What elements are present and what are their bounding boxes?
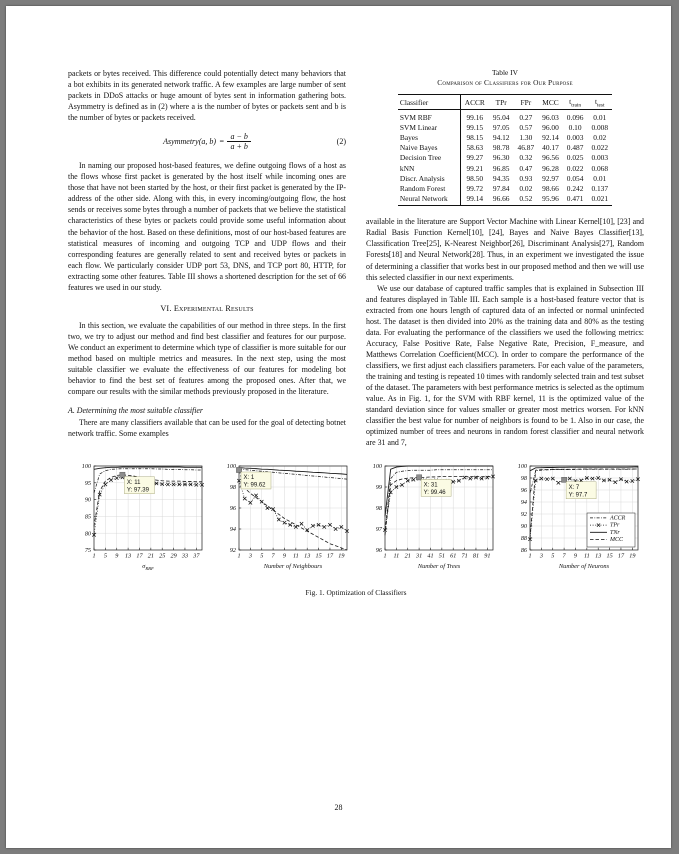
x-tick-label: 1 [528,552,532,560]
table-header [398,95,612,110]
y-tick-label: 95 [84,480,91,488]
table-body [398,110,612,206]
cell-mcc: 96.03 [542,112,559,122]
subsection-heading: A. Determining the most suitable classifier [68,406,204,416]
cell-accr: 99.14 [460,194,489,206]
cell-ttest: 0.022 [591,143,609,153]
x-tick-label: 11 [583,552,590,560]
column-header-accr: ACCR [460,95,489,110]
x-tick-label: 91 [483,552,491,560]
x-tick-label: 21 [404,552,411,560]
cell-accr: 98.15 [460,132,489,142]
equation-equals: = [219,137,225,147]
section-heading: VI. Experimental Results [160,303,254,313]
table-row [398,153,612,163]
x-tick-label: 1 [237,552,241,560]
cell-mcc: 92.97 [542,173,559,183]
cell-fpr: 0.93 [519,173,533,183]
datatip-y-value: Y: 97.39 [126,487,149,494]
y-tick-label: 98 [520,475,527,483]
y-tick-label: 92 [230,547,237,555]
y-tick-label: 100 [81,463,91,471]
table-title: Comparison of Classifiers for Our Purpose [437,78,573,87]
charts-row [68,456,644,584]
datatip-x-value: X: 7 [568,485,580,492]
chart-svg [504,456,644,584]
cell-tpr: 95.04 [492,112,510,122]
cell-ttest: 0.02 [593,133,607,143]
x-tick-label: 7 [562,552,566,560]
y-tick-label: 96 [520,487,527,495]
x-tick-label: 81 [472,552,479,560]
legend-label-tnr: TNr [609,530,620,537]
subscript-train: train [571,101,582,108]
datatip-y-value: Y: 97.7 [568,492,588,499]
equation-asymmetry [68,132,346,151]
cell-fpr: 46.87 [517,143,535,153]
cell-ttest: 0.01 [593,112,607,122]
left-column [68,68,346,448]
x-tick-label: 17 [136,552,143,560]
y-tick-label: 96 [375,547,382,555]
x-tick-label: 9 [115,552,119,560]
cell-mcc: 98.66 [542,183,559,193]
x-tick-label: 15 [315,552,323,560]
cell-accr: 99.16 [460,110,489,122]
column-header-fpr: FPr [514,95,539,110]
cell-classifier: Bayes [399,133,418,143]
x-tick-label: 1 [383,552,387,560]
figure-caption: Fig. 1. Optimization of Classifiers [305,588,407,598]
cell-ttest: 0.021 [587,194,612,206]
cell-accr: 99.72 [460,183,489,193]
cell-accr: 98.50 [460,173,489,183]
cell-classifier: Random Forest [399,183,446,193]
x-tick-label: 1 [92,552,96,560]
y-tick-label: 94 [230,526,237,534]
table-row [398,132,612,142]
table-row [398,183,612,193]
x-tick-label: 19 [338,552,345,560]
legend-label-tpr: TPr [609,523,620,530]
cell-fpr: 0.32 [519,153,533,163]
cell-accr: 99.21 [460,163,489,173]
table-row [398,173,612,183]
cell-classifier: kNN [399,163,415,173]
cell-tpr: 94.35 [492,173,510,183]
x-tick-label: 11 [393,552,399,560]
chart-number-of-neighbours [213,456,353,584]
cell-tpr: 97.84 [492,183,510,193]
x-tick-label: 33 [181,552,189,560]
x-tick-label: 41 [427,552,434,560]
cell-ttrain: 0.096 [566,112,584,122]
chart-svg [359,456,499,584]
cell-classifier: SVM Linear [399,122,438,132]
table-row [398,110,612,122]
cell-tpr: 96.85 [492,163,510,173]
column-header-mcc: MCC [538,95,563,110]
y-tick-label: 80 [84,530,91,538]
column-header-ttest: $t_{test}$ [587,95,612,110]
page-content [68,68,644,597]
cell-ttrain: 0.471 [563,194,588,206]
paragraph: In naming our proposed host-based features, we define outgoing flows of a host as the flows whose first packet is generated by the host itself while incoming ones are those that have not been started by the host, or their first packet is generated by the IP-address of the other side. Along with this, in every incoming/outgoing flow, the host sends or receives some bytes through a number of packets that we believe the statistical characteristics of these bytes or packets could provide some useful information about the behavior of the host. Based on these definitions, most of our host-based features are statistical measures of incoming and outgoing TCP and UDP flows and their corresponding features are generally related to sent and received bytes or packets in each flow. We particularly consider UDP port 53, DNS, and TCP port 80, HTTP, for extracting some other features. Table III shows a shortened description for the set of 66 features we used in our study. [68,161,346,292]
x-tick-label: 19 [629,552,636,560]
y-tick-label: 98 [375,505,382,513]
x-tick-label: 17 [327,552,334,560]
datatip-x-value: X: 31 [423,482,438,489]
y-tick-label: 100 [372,463,382,471]
equation-fraction [227,132,250,151]
x-tick-label: 5 [551,552,555,560]
cell-accr: 99.15 [460,122,489,132]
chart-svg [68,456,208,584]
document-page [6,6,671,848]
y-tick-label: 100 [227,463,237,471]
cell-accr: 99.27 [460,153,489,163]
x-axis-label: Number of Trees [417,563,460,571]
cell-tpr: 96.66 [489,194,514,206]
x-tick-label: 37 [193,552,200,560]
y-tick-label: 88 [520,535,527,543]
x-axis-label: $\sigma_{RBF}$ [142,563,154,572]
cell-accr: 58.63 [460,143,489,153]
cell-mcc: 96.00 [542,122,559,132]
x-tick-label: 13 [595,552,602,560]
cell-tpr: 97.05 [492,122,510,132]
y-tick-label: 94 [520,499,527,507]
table-row [398,194,612,206]
cell-ttrain: 0.022 [566,163,584,173]
datatip-x-value: X: 11 [126,480,141,487]
x-tick-label: 29 [170,552,177,560]
equation-name: Asymmetry(a, b) [163,137,217,147]
x-tick-label: 3 [539,552,543,560]
legend-label-accr: ACCR [609,515,626,522]
cell-ttest: 0.137 [591,183,609,193]
subscript-test: test [597,101,605,108]
cell-classifier: Neural Network [398,194,460,206]
equation-numerator: a − b [230,132,248,142]
paragraph: packets or bytes received. This difference could potentially detect many behaviors that a bot exhibits in its generated network traffic. A few examples are large number of sent packets in DDoS attacks or huge amount of bytes sent in information gathering bots. Asymmetry is defined as in (2) where a is the number of bytes or packets sent and b is the number of bytes or packets received. [68,69,346,123]
cell-fpr: 0.52 [514,194,539,206]
x-axis-label: Number of Neurons [558,563,610,571]
cell-fpr: 1.30 [519,133,533,143]
y-tick-label: 100 [517,463,527,471]
cell-ttrain: 0.487 [566,143,584,153]
x-tick-label: 21 [147,552,154,560]
two-column-layout [68,68,644,448]
cell-mcc: 96.28 [542,163,559,173]
table-row [398,143,612,153]
table-caption [366,68,644,88]
column-header-tpr: TPr [489,95,514,110]
cell-ttrain: 0.003 [566,133,584,143]
table-header-row [398,95,612,110]
x-tick-label: 13 [125,552,132,560]
y-tick-label: 90 [520,523,527,531]
chart-number-of-neurons [504,456,644,584]
cell-mcc: 95.96 [538,194,563,206]
paragraph: There are many classifiers available that can be used for the goal of detecting botnet network traffic. Some examples [68,418,346,439]
figure-1 [68,456,644,597]
x-tick-label: 15 [606,552,613,560]
cell-tpr: 96.30 [492,153,510,163]
cell-fpr: 0.02 [519,183,533,193]
x-tick-label: 11 [293,552,300,560]
cell-tpr: 94.12 [492,133,510,143]
chart-number-of-trees [359,456,499,584]
cell-classifier: SVM RBF [399,112,432,122]
y-tick-label: 85 [84,513,91,521]
x-tick-label: 13 [304,552,311,560]
cell-ttrain: 0.054 [566,173,584,183]
paragraph: available in the literature are Support Vector Machine with Linear Kernel[10], [23] and Radial Basis Function Kernel[10], [24], Bayes and Naive Bayes Classifier[13], Classification Tree[25], K-Nearest Neighbor[26], Discriminant Analysis[27], Random Forests[18] and Neural Network[28]. Thus, in an experiment we investigated the issue of determining a classifier that works best in our proposed method and then we will use this selected classifier in our next experiments. [366,217,644,282]
legend-label-mcc: MCC [609,537,623,544]
datatip-y-value: Y: 99.62 [243,482,266,489]
cell-classifier: Decision Tree [399,153,442,163]
classifier-comparison-table [398,94,612,206]
x-tick-label: 61 [449,552,456,560]
x-tick-label: 5 [260,552,264,560]
y-tick-label: 98 [230,484,237,492]
x-tick-label: 51 [438,552,445,560]
column-header-classifier: Classifier [398,95,460,110]
x-tick-label: 3 [249,552,253,560]
right-column [366,68,644,448]
cell-mcc: 96.56 [542,153,559,163]
cell-fpr: 0.57 [519,122,533,132]
y-tick-label: 99 [375,484,382,492]
table-row [398,163,612,173]
cell-mcc: 40.17 [542,143,559,153]
y-tick-label: 86 [520,547,527,555]
x-tick-label: 5 [103,552,107,560]
paragraph: In this section, we evaluate the capabilities of our method in three steps. In the first two, we try to adjust our method and find best classifier and features for our purpose. We conduct an experiment to determine which type of classifier is more suitable for our method based on multiple metrics and measures. In the next step, using the most suitable classifier we evaluate the effectiveness of our features for modeling bot behavior to find the best set of features among the proposed ones. After that, we compare our results with the similar methods previously proposed in the literature. [68,320,346,397]
table-row [398,122,612,132]
table-number: Table IV [492,68,518,77]
table-iv [366,68,644,206]
paragraph: We use our database of captured traffic samples that is explained in Subsection III and features displayed in Table III. Each sample is a host-based feature vector that is extracted from one hours length of captured data of an infected or normal uninfected host. The dataset is then divided into 20% as the training data and 80% as the testing data. For evaluating the performance of the classifiers we used the following metrics: Accuracy, False Positive Rate, False Negative Rate, Precision, F_measure, and Matthews Correlation Coefficient(MCC). In order to compare the performance of the classifiers, we first adjust each classifiers parameters. For each value of the parameters, the training and testing is repeated 10 times with randomly selected train and test subset of the dataset. The parameters with best performance metrics is selected as the optimum value. As in Fig. 1, for the SVM with RBF kernel, 11 is the optimized value of the standard deviation since for values smaller or greater most metrics worsen. For kNN classifier the best value for number of neighbors is found to be 1. Also in our case, the optimized number of trees and neurons in random forest classifier and neural network are 31 and 7, [366,283,644,448]
cell-ttrain: 0.025 [566,153,584,163]
x-tick-label: 7 [271,552,275,560]
page-number: 28 [334,803,343,812]
cell-classifier: Naive Bayes [399,143,438,153]
y-tick-label: 92 [520,511,527,519]
y-tick-label: 75 [84,547,91,555]
y-tick-label: 97 [375,526,382,534]
x-tick-label: 31 [415,552,422,560]
cell-mcc: 92.14 [542,133,559,143]
cell-ttrain: 0.10 [568,122,582,132]
x-tick-label: 9 [283,552,287,560]
x-tick-label: 9 [573,552,578,560]
cell-ttest: 0.068 [591,163,609,173]
cell-ttrain: 0.242 [566,183,584,193]
y-tick-label: 96 [230,505,237,513]
cell-ttest: 0.003 [591,153,609,163]
chart-sigma-rbf [68,456,208,584]
cell-fpr: 0.47 [519,163,533,173]
datatip-y-value: Y: 99.46 [423,490,446,497]
cell-fpr: 0.27 [519,112,533,122]
cell-ttest: 0.008 [591,122,609,132]
y-tick-label: 90 [84,497,91,505]
datatip-x-value: X: 1 [243,475,255,482]
x-tick-label: 17 [617,552,625,560]
cell-classifier: Discr. Analysis [399,173,445,183]
cell-tpr: 98.78 [492,143,510,153]
x-tick-label: 25 [159,552,166,560]
cell-ttest: 0.01 [593,173,607,183]
equation-denominator: a + b [227,141,250,151]
column-header-ttrain: $t_{train}$ [563,95,588,110]
x-axis-label: Number of Neighbours [264,563,323,571]
chart-svg [213,456,353,584]
x-tick-label: 71 [461,552,468,560]
equation-number: (2) [336,137,346,147]
